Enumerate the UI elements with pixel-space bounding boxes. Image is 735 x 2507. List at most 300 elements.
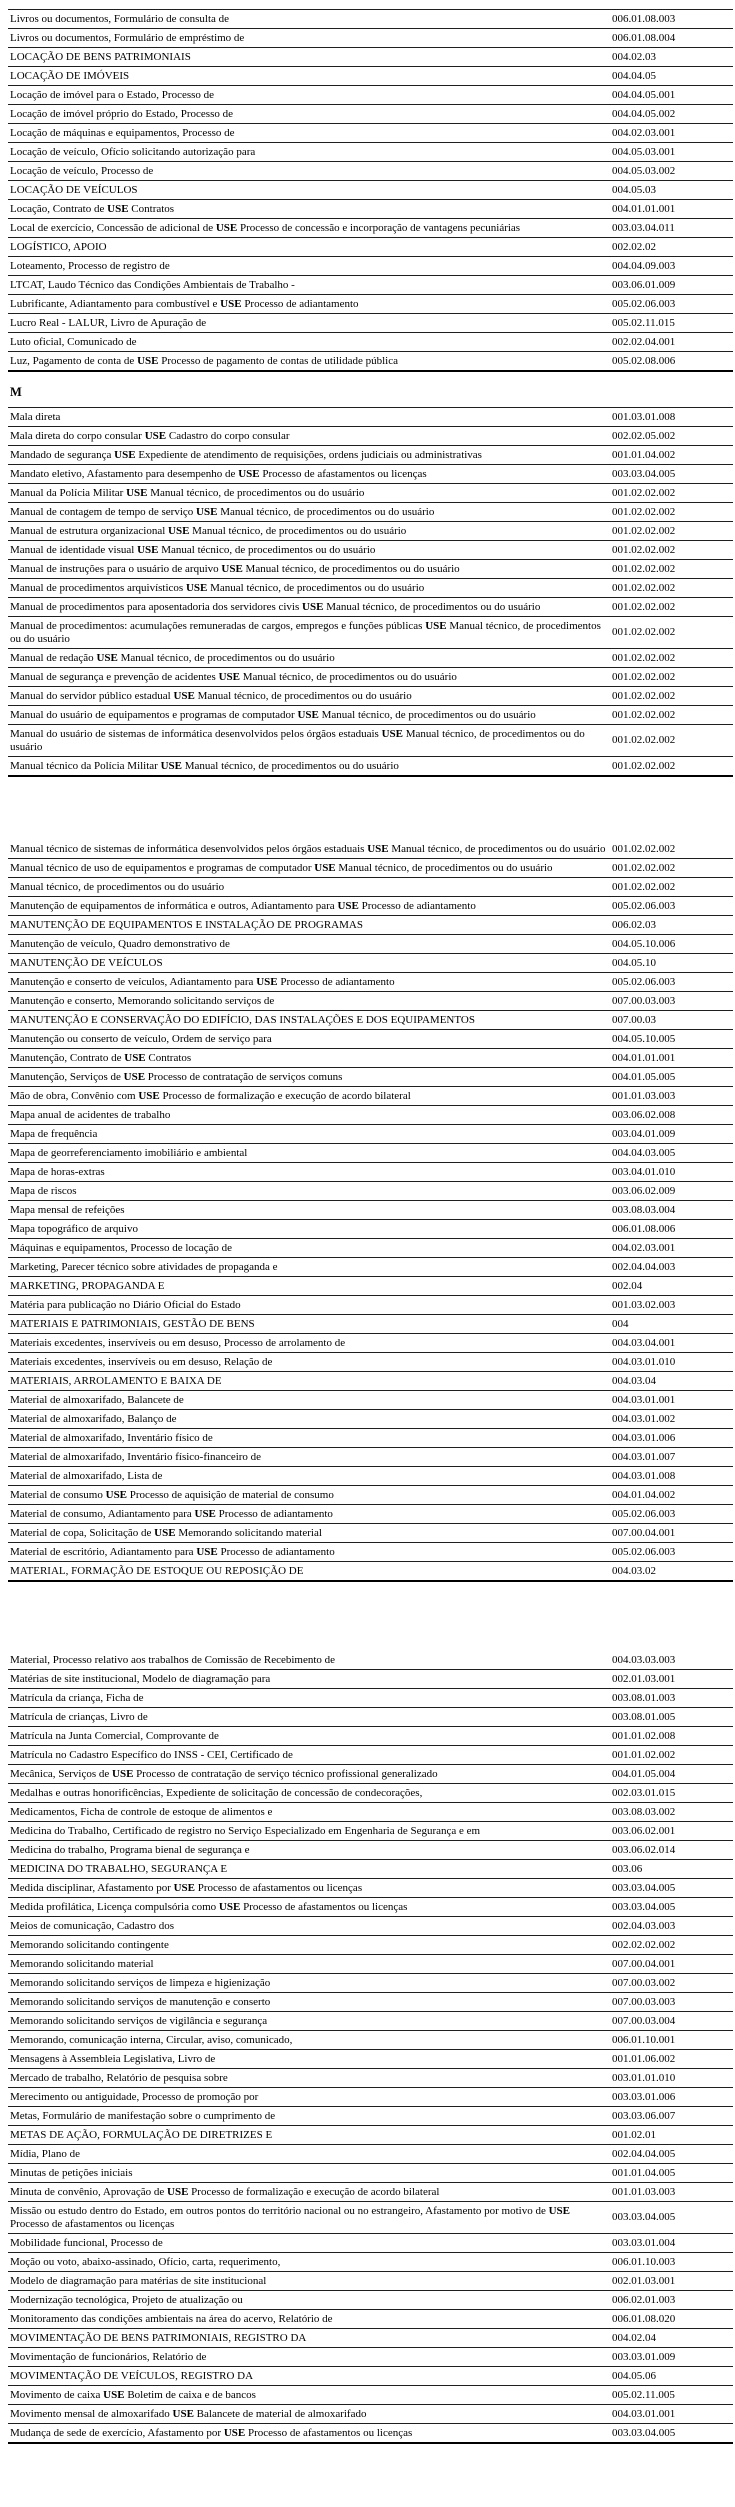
term-cell: Manual de procedimentos arquivísticos USE Manual técnico, de procedimentos ou do usuário — [8, 579, 612, 598]
code-cell: 004.03.01.007 — [612, 1448, 733, 1467]
index-row — [8, 1784, 733, 1803]
code-cell: 001.01.03.003 — [612, 1087, 733, 1106]
term-cell: Memorando, comunicação interna, Circular, aviso, comunicado, — [8, 2031, 612, 2050]
term-cell: Minuta de convênio, Aprovação de USE Processo de formalização e execução de acordo bilateral — [8, 2183, 612, 2202]
use-cross-reference: USE — [314, 861, 336, 874]
code-cell: 003.08.03.002 — [612, 1803, 733, 1822]
code-cell: 001.01.06.002 — [612, 2050, 733, 2069]
index-row — [8, 617, 733, 649]
term-cell: Manual de procedimentos: acumulações remuneradas de cargos, empregos e funções públicas USE Manual técnico, de procedimentos ou do usuário — [8, 617, 612, 649]
use-cross-reference: USE — [218, 670, 240, 683]
use-cross-reference: USE — [112, 1767, 134, 1780]
code-cell: 004.03.04.001 — [612, 1334, 733, 1353]
code-cell: 004 — [612, 1315, 733, 1334]
index-row — [8, 1410, 733, 1429]
index-row — [8, 257, 733, 276]
code-cell: 001.01.02.008 — [612, 1727, 733, 1746]
index-row — [8, 1220, 733, 1239]
code-cell: 001.02.02.002 — [612, 560, 733, 579]
term-cell: Matrícula da criança, Ficha de — [8, 1689, 612, 1708]
code-cell: 002.03.01.015 — [612, 1784, 733, 1803]
code-cell: 001.02.02.002 — [612, 687, 733, 706]
code-cell: 002.04.04.005 — [612, 2145, 733, 2164]
code-cell: 004.01.05.004 — [612, 1765, 733, 1784]
index-row — [8, 67, 733, 86]
use-cross-reference: USE — [168, 524, 190, 537]
term-cell: Loteamento, Processo de registro de — [8, 257, 612, 276]
code-cell: 002.04.03.003 — [612, 1917, 733, 1936]
use-cross-reference: USE — [215, 221, 238, 234]
index-row — [8, 1879, 733, 1898]
use-cross-reference: USE — [137, 354, 159, 367]
term-cell: Locação, Contrato de USE Contratos — [8, 200, 612, 219]
term-cell: Material de almoxarifado, Balanço de — [8, 1410, 612, 1429]
index-row — [8, 1860, 733, 1879]
index-row — [8, 295, 733, 314]
code-cell: 005.02.11.005 — [612, 2386, 733, 2405]
use-cross-reference: USE — [105, 1488, 128, 1501]
code-cell: 004.01.05.005 — [612, 1068, 733, 1087]
index-row — [8, 1125, 733, 1144]
code-cell: 003.03.01.006 — [612, 2088, 733, 2107]
term-cell: Mecânica, Serviços de USE Processo de contratação de serviço técnico profissional generalizado — [8, 1765, 612, 1784]
code-cell: 002.01.03.001 — [612, 1670, 733, 1689]
term-cell: Manual técnico da Polícia Militar USE Manual técnico, de procedimentos ou do usuário — [8, 757, 612, 777]
term-cell: Manual de estrutura organizacional USE Manual técnico, de procedimentos ou do usuário — [8, 522, 612, 541]
letter-header-m: M — [10, 385, 22, 399]
index-row — [8, 465, 733, 484]
term-cell: Material de consumo, Adiantamento para USE Processo de adiantamento — [8, 1505, 612, 1524]
index-table-letter-l — [8, 9, 733, 372]
index-row — [8, 1068, 733, 1087]
code-cell: 004.03.03.003 — [612, 1651, 733, 1670]
index-row — [8, 992, 733, 1011]
index-content — [8, 9, 733, 2444]
index-row — [8, 2126, 733, 2145]
index-row — [8, 649, 733, 668]
index-row — [8, 2348, 733, 2367]
index-row — [8, 1936, 733, 1955]
term-cell: Material de copa, Solicitação de USE Memorando solicitando material — [8, 1524, 612, 1543]
term-cell: Manual do usuário de sistemas de informática desenvolvidos pelos órgãos estaduais USE Manual técnico, de procedimentos ou do usuário — [8, 725, 612, 757]
code-cell: 002.02.05.002 — [612, 427, 733, 446]
code-cell: 001.02.02.002 — [612, 541, 733, 560]
index-row — [8, 1727, 733, 1746]
index-row — [8, 1524, 733, 1543]
code-cell: 004.03.01.006 — [612, 1429, 733, 1448]
code-cell: 006.01.08.003 — [612, 10, 733, 29]
code-cell: 003.06.02.009 — [612, 1182, 733, 1201]
index-row — [8, 2272, 733, 2291]
index-row — [8, 954, 733, 973]
code-cell: 003.08.01.005 — [612, 1708, 733, 1727]
term-cell: Mobilidade funcional, Processo de — [8, 2234, 612, 2253]
index-row — [8, 2164, 733, 2183]
code-cell: 004.05.06 — [612, 2367, 733, 2386]
term-cell: Máquinas e equipamentos, Processo de locação de — [8, 1239, 612, 1258]
term-cell: METAS DE AÇÃO, FORMULAÇÃO DE DIRETRIZES E — [8, 2126, 612, 2145]
index-row — [8, 1315, 733, 1334]
index-row — [8, 1372, 733, 1391]
code-cell: 002.02.02 — [612, 238, 733, 257]
index-row — [8, 1670, 733, 1689]
code-cell: 004.05.03.002 — [612, 162, 733, 181]
index-row — [8, 1505, 733, 1524]
index-row — [8, 1049, 733, 1068]
term-cell: Manual de identidade visual USE Manual técnico, de procedimentos ou do usuário — [8, 541, 612, 560]
term-cell: Material de almoxarifado, Inventário físico de — [8, 1429, 612, 1448]
term-cell: Memorando solicitando contingente — [8, 1936, 612, 1955]
term-cell: Mapa de riscos — [8, 1182, 612, 1201]
code-cell: 004.04.05.002 — [612, 105, 733, 124]
index-row — [8, 1803, 733, 1822]
term-cell: Manual técnico de uso de equipamentos e programas de computador USE Manual técnico, de procedimentos ou do usuário — [8, 859, 612, 878]
code-cell: 002.01.03.001 — [612, 2272, 733, 2291]
code-cell: 001.01.04.005 — [612, 2164, 733, 2183]
use-cross-reference: USE — [138, 1089, 160, 1102]
term-cell: Mala direta — [8, 408, 612, 427]
code-cell: 004.05.10.006 — [612, 935, 733, 954]
code-cell: 003.03.04.011 — [612, 219, 733, 238]
index-row — [8, 143, 733, 162]
term-cell: Material de escritório, Adiantamento para USE Processo de adiantamento — [8, 1543, 612, 1562]
term-cell: Manual do servidor público estadual USE Manual técnico, de procedimentos ou do usuário — [8, 687, 612, 706]
term-cell: Missão ou estudo dentro do Estado, em outros pontos do território nacional ou no estrangeiro, Afastamento por motivo de USE Processo de afastamentos ou licenças — [8, 2202, 612, 2234]
page-break-gap-1 — [8, 777, 733, 840]
code-cell: 004.01.01.001 — [612, 200, 733, 219]
code-cell: 001.02.02.002 — [612, 757, 733, 777]
index-row — [8, 1353, 733, 1372]
use-cross-reference: USE — [194, 1507, 216, 1520]
code-cell: 004.03.01.002 — [612, 1410, 733, 1429]
term-cell: Mapa topográfico de arquivo — [8, 1220, 612, 1239]
term-cell: Manual de redação USE Manual técnico, de procedimentos ou do usuário — [8, 649, 612, 668]
term-cell: Memorando solicitando serviços de manutenção e conserto — [8, 1993, 612, 2012]
index-row — [8, 935, 733, 954]
code-cell: 007.00.03.004 — [612, 2012, 733, 2031]
code-cell: 001.02.02.002 — [612, 725, 733, 757]
term-cell: Manual de instruções para o usuário de arquivo USE Manual técnico, de procedimentos ou do usuário — [8, 560, 612, 579]
term-cell: Manual do usuário de equipamentos e programas de computador USE Manual técnico, de procedimentos ou do usuário — [8, 706, 612, 725]
use-cross-reference: USE — [172, 2407, 194, 2420]
term-cell: Manutenção, Serviços de USE Processo de contratação de serviços comuns — [8, 1068, 612, 1087]
index-row — [8, 1651, 733, 1670]
code-cell: 003.06 — [612, 1860, 733, 1879]
term-cell: Material, Processo relativo aos trabalhos de Comissão de Recebimento de — [8, 1651, 612, 1670]
use-cross-reference: USE — [548, 2204, 571, 2217]
code-cell: 003.03.04.005 — [612, 2424, 733, 2444]
code-cell: 005.02.06.003 — [612, 973, 733, 992]
code-cell: 004.02.03.001 — [612, 1239, 733, 1258]
index-row — [8, 484, 733, 503]
index-row — [8, 1689, 733, 1708]
index-row — [8, 973, 733, 992]
index-row — [8, 2367, 733, 2386]
term-cell: Monitoramento das condições ambientais na área do acervo, Relatório de — [8, 2310, 612, 2329]
term-cell: Manutenção e conserto, Memorando solicitando serviços de — [8, 992, 612, 1011]
term-cell: Matrícula na Junta Comercial, Comprovante de — [8, 1727, 612, 1746]
term-cell: Materiais excedentes, inservíveis ou em desuso, Processo de arrolamento de — [8, 1334, 612, 1353]
code-cell: 001.02.02.002 — [612, 522, 733, 541]
term-cell: Livros ou documentos, Formulário de empréstimo de — [8, 29, 612, 48]
term-cell: Movimentação de funcionários, Relatório de — [8, 2348, 612, 2367]
term-cell: Mandato eletivo, Afastamento para desempenho de USE Processo de afastamentos ou licenças — [8, 465, 612, 484]
term-cell: Manutenção, Contrato de USE Contratos — [8, 1049, 612, 1068]
code-cell: 001.02.02.002 — [612, 617, 733, 649]
index-row — [8, 2202, 733, 2234]
use-cross-reference: USE — [160, 759, 183, 772]
code-cell: 003.04.01.009 — [612, 1125, 733, 1144]
index-row — [8, 2183, 733, 2202]
term-cell: Manual de procedimentos para aposentadoria dos servidores civis USE Manual técnico, de procedimentos ou do usuário — [8, 598, 612, 617]
index-row — [8, 200, 733, 219]
code-cell: 004.02.03.001 — [612, 124, 733, 143]
code-cell: 004.05.03.001 — [612, 143, 733, 162]
use-cross-reference: USE — [103, 2388, 125, 2401]
code-cell: 001.01.02.002 — [612, 1746, 733, 1765]
term-cell: Mão de obra, Convênio com USE Processo de formalização e execução de acordo bilateral — [8, 1087, 612, 1106]
code-cell: 004.03.01.001 — [612, 2405, 733, 2424]
code-cell: 005.02.06.003 — [612, 295, 733, 314]
use-cross-reference: USE — [196, 1545, 218, 1558]
use-cross-reference: USE — [167, 2185, 189, 2198]
term-cell: Merecimento ou antiguidade, Processo de promoção por — [8, 2088, 612, 2107]
index-row — [8, 1448, 733, 1467]
code-cell: 003.01.01.010 — [612, 2069, 733, 2088]
use-cross-reference: USE — [297, 708, 319, 721]
index-row — [8, 2145, 733, 2164]
term-cell: Minutas de petições iniciais — [8, 2164, 612, 2183]
index-row — [8, 1239, 733, 1258]
term-cell: Locação de imóvel próprio do Estado, Processo de — [8, 105, 612, 124]
term-cell: Manual da Polícia Militar USE Manual técnico, de procedimentos ou do usuário — [8, 484, 612, 503]
term-cell: Manutenção e conserto de veículos, Adiantamento para USE Processo de adiantamento — [8, 973, 612, 992]
term-cell: Lucro Real - LALUR, Livro de Apuração de — [8, 314, 612, 333]
term-cell: Locação de veículo, Processo de — [8, 162, 612, 181]
index-row — [8, 757, 733, 777]
code-cell: 001.02.02.002 — [612, 878, 733, 897]
term-cell: Matérias de site institucional, Modelo de diagramação para — [8, 1670, 612, 1689]
index-row — [8, 238, 733, 257]
term-cell: Mudança de sede de exercício, Afastamento por USE Processo de afastamentos ou licenças — [8, 2424, 612, 2444]
term-cell: Manual de contagem de tempo de serviço USE Manual técnico, de procedimentos ou do usuário — [8, 503, 612, 522]
code-cell: 005.02.06.003 — [612, 1505, 733, 1524]
use-cross-reference: USE — [144, 429, 167, 442]
index-row — [8, 1334, 733, 1353]
index-row — [8, 2234, 733, 2253]
code-cell: 003.06.02.014 — [612, 1841, 733, 1860]
code-cell: 001.03.01.008 — [612, 408, 733, 427]
use-cross-reference: USE — [196, 505, 218, 518]
index-row — [8, 105, 733, 124]
code-cell: 002.04.04.003 — [612, 1258, 733, 1277]
index-row — [8, 2310, 733, 2329]
term-cell: MOVIMENTAÇÃO DE VEÍCULOS, REGISTRO DA — [8, 2367, 612, 2386]
use-cross-reference: USE — [126, 486, 148, 499]
index-row — [8, 687, 733, 706]
index-row — [8, 840, 733, 859]
code-cell: 003.03.04.005 — [612, 2202, 733, 2234]
index-row — [8, 162, 733, 181]
use-cross-reference: USE — [367, 842, 389, 855]
term-cell: Matéria para publicação no Diário Oficial do Estado — [8, 1296, 612, 1315]
code-cell: 003.06.02.001 — [612, 1822, 733, 1841]
term-cell: Mídia, Plano de — [8, 2145, 612, 2164]
index-row — [8, 1201, 733, 1220]
term-cell: Medida disciplinar, Afastamento por USE Processo de afastamentos ou licenças — [8, 1879, 612, 1898]
term-cell: Mapa anual de acidentes de trabalho — [8, 1106, 612, 1125]
code-cell: 006.01.10.001 — [612, 2031, 733, 2050]
term-cell: Mala direta do corpo consular USE Cadastro do corpo consular — [8, 427, 612, 446]
code-cell: 007.00.04.001 — [612, 1955, 733, 1974]
term-cell: Mapa mensal de refeições — [8, 1201, 612, 1220]
term-cell: Medicina do Trabalho, Certificado de registro no Serviço Especializado em Engenharia de Segurança e em — [8, 1822, 612, 1841]
use-cross-reference: USE — [173, 1881, 196, 1894]
index-row — [8, 706, 733, 725]
page-break-gap-2 — [8, 1582, 733, 1651]
index-row — [8, 878, 733, 897]
term-cell: Mapa de georreferenciamento imobiliário e ambiental — [8, 1144, 612, 1163]
index-row — [8, 2329, 733, 2348]
index-row — [8, 1163, 733, 1182]
code-cell: 004.03.01.008 — [612, 1467, 733, 1486]
term-cell: MEDICINA DO TRABALHO, SEGURANÇA E — [8, 1860, 612, 1879]
term-cell: Mapa de frequência — [8, 1125, 612, 1144]
term-cell: Manual técnico, de procedimentos ou do usuário — [8, 878, 612, 897]
code-cell: 003.03.01.004 — [612, 2234, 733, 2253]
code-cell: 003.08.01.003 — [612, 1689, 733, 1708]
code-cell: 003.03.04.005 — [612, 1898, 733, 1917]
index-row — [8, 124, 733, 143]
code-cell: 002.02.02.002 — [612, 1936, 733, 1955]
index-row — [8, 29, 733, 48]
index-row — [8, 1106, 733, 1125]
index-row — [8, 48, 733, 67]
code-cell: 005.02.08.006 — [612, 352, 733, 372]
index-row — [8, 1993, 733, 2012]
code-cell: 007.00.03 — [612, 1011, 733, 1030]
index-row — [8, 1391, 733, 1410]
index-row — [8, 1467, 733, 1486]
use-cross-reference: USE — [96, 651, 118, 664]
term-cell: Matrícula de crianças, Livro de — [8, 1708, 612, 1727]
index-row — [8, 1955, 733, 1974]
code-cell: 004.04.03.005 — [612, 1144, 733, 1163]
term-cell: Medalhas e outras honorificências, Expediente de solicitação de concessão de condecorações, — [8, 1784, 612, 1803]
code-cell: 004.05.03 — [612, 181, 733, 200]
term-cell: Movimento de caixa USE Boletim de caixa e de bancos — [8, 2386, 612, 2405]
code-cell: 001.02.02.002 — [612, 840, 733, 859]
index-row — [8, 1898, 733, 1917]
code-cell: 001.03.02.003 — [612, 1296, 733, 1315]
index-row — [8, 2291, 733, 2310]
term-cell: MATERIAIS E PATRIMONIAIS, GESTÃO DE BENS — [8, 1315, 612, 1334]
index-row — [8, 522, 733, 541]
index-row — [8, 1543, 733, 1562]
index-row — [8, 2031, 733, 2050]
index-row — [8, 1974, 733, 1993]
index-row — [8, 86, 733, 105]
term-cell: LTCAT, Laudo Técnico das Condições Ambientais de Trabalho - — [8, 276, 612, 295]
use-cross-reference: USE — [223, 2426, 246, 2439]
index-row — [8, 2253, 733, 2272]
index-row — [8, 2424, 733, 2444]
term-cell: Meios de comunicação, Cadastro dos — [8, 1917, 612, 1936]
term-cell: Mercado de trabalho, Relatório de pesquisa sobre — [8, 2069, 612, 2088]
index-row — [8, 560, 733, 579]
code-cell: 007.00.03.003 — [612, 1993, 733, 2012]
use-cross-reference: USE — [220, 297, 242, 310]
index-table-letter-m-part2 — [8, 840, 733, 1582]
term-cell: Material de consumo USE Processo de aquisição de material de consumo — [8, 1486, 612, 1505]
index-row — [8, 579, 733, 598]
code-cell: 004.03.01.010 — [612, 1353, 733, 1372]
term-cell: Memorando solicitando serviços de vigilância e segurança — [8, 2012, 612, 2031]
term-cell: Matrícula no Cadastro Específico do INSS - CEI, Certificado de — [8, 1746, 612, 1765]
index-row — [8, 333, 733, 352]
index-row — [8, 1917, 733, 1936]
code-cell: 003.03.06.007 — [612, 2107, 733, 2126]
index-row — [8, 1087, 733, 1106]
code-cell: 004.05.10 — [612, 954, 733, 973]
use-cross-reference: USE — [124, 1051, 146, 1064]
code-cell: 004.01.04.002 — [612, 1486, 733, 1505]
code-cell: 001.02.02.002 — [612, 503, 733, 522]
code-cell: 006.01.08.020 — [612, 2310, 733, 2329]
code-cell: 006.02.03 — [612, 916, 733, 935]
code-cell: 006.01.08.004 — [612, 29, 733, 48]
code-cell: 005.02.06.003 — [612, 897, 733, 916]
code-cell: 006.01.08.006 — [612, 1220, 733, 1239]
code-cell: 001.02.02.002 — [612, 484, 733, 503]
term-cell: MARKETING, PROPAGANDA E — [8, 1277, 612, 1296]
term-cell: Manutenção ou conserto de veículo, Ordem de serviço para — [8, 1030, 612, 1049]
index-row — [8, 1841, 733, 1860]
index-row — [8, 1011, 733, 1030]
code-cell: 004.02.03 — [612, 48, 733, 67]
code-cell: 001.02.02.002 — [612, 598, 733, 617]
code-cell: 004.02.04 — [612, 2329, 733, 2348]
index-row — [8, 503, 733, 522]
index-row — [8, 1296, 733, 1315]
code-cell: 004.03.02 — [612, 1562, 733, 1582]
index-row — [8, 2405, 733, 2424]
use-cross-reference: USE — [173, 689, 195, 702]
term-cell: MANUTENÇÃO E CONSERVAÇÃO DO EDIFÍCIO, DAS INSTALAÇÕES E DOS EQUIPAMENTOS — [8, 1011, 612, 1030]
use-cross-reference: USE — [185, 581, 208, 594]
use-cross-reference: USE — [425, 619, 447, 632]
index-row — [8, 1182, 733, 1201]
term-cell: LOCAÇÃO DE BENS PATRIMONIAIS — [8, 48, 612, 67]
code-cell: 004.04.09.003 — [612, 257, 733, 276]
term-cell: Lubrificante, Adiantamento para combustível e USE Processo de adiantamento — [8, 295, 612, 314]
term-cell: Locação de veículo, Ofício solicitando autorização para — [8, 143, 612, 162]
term-cell: Locação de máquinas e equipamentos, Processo de — [8, 124, 612, 143]
code-cell: 007.00.03.002 — [612, 1974, 733, 1993]
term-cell: Luto oficial, Comunicado de — [8, 333, 612, 352]
term-cell: Modelo de diagramação para matérias de site institucional — [8, 2272, 612, 2291]
code-cell: 005.02.06.003 — [612, 1543, 733, 1562]
code-cell: 007.00.03.003 — [612, 992, 733, 1011]
index-row — [8, 181, 733, 200]
use-cross-reference: USE — [337, 899, 359, 912]
term-cell: Moção ou voto, abaixo-assinado, Ofício, carta, requerimento, — [8, 2253, 612, 2272]
use-cross-reference: USE — [238, 467, 260, 480]
index-row — [8, 1822, 733, 1841]
use-cross-reference: USE — [123, 1070, 146, 1083]
index-row — [8, 2088, 733, 2107]
term-cell: MANUTENÇÃO DE VEÍCULOS — [8, 954, 612, 973]
